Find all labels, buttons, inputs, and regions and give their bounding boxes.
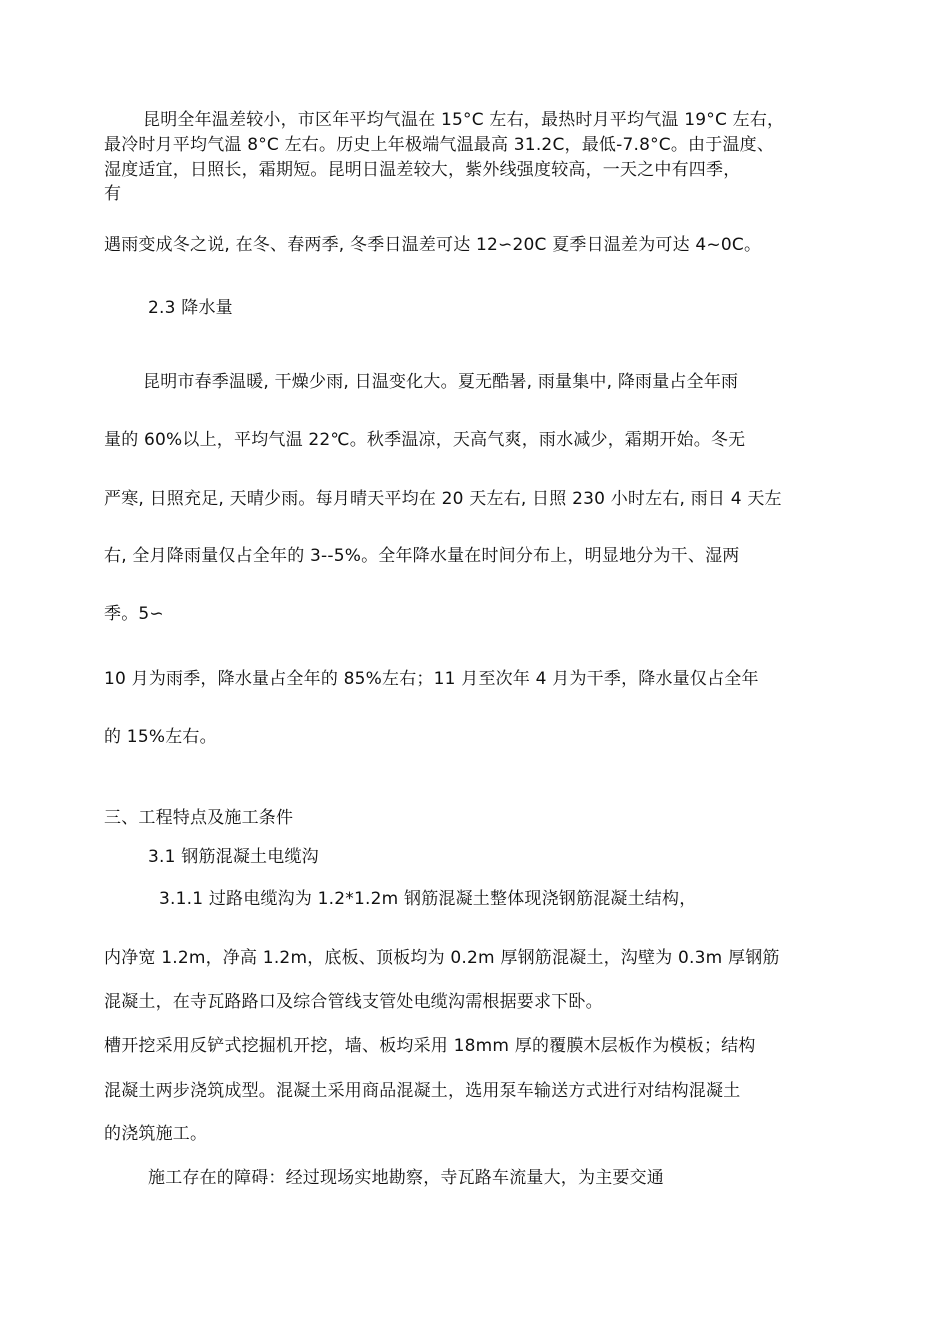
section-3-heading: 三、工程特点及施工条件	[104, 808, 294, 828]
rain-line-5: 季。5∽	[104, 604, 164, 624]
climate-line-3: 湿度适宜，日照长，霜期短。昆明日温差较大，紫外线强度较高，一天之中有四季，	[104, 160, 741, 180]
rain-line-2: 量的 60%以上，平均气温 22℃。秋季温凉，天高气爽，雨水减少，霜期开始。冬无	[104, 430, 746, 450]
section-2-3-heading: 2.3 降水量	[148, 298, 233, 318]
cable-line-4: 混凝土两步浇筑成型。混凝土采用商品混凝土，选用泵车输送方式进行对结构混凝土	[104, 1081, 741, 1101]
climate-line-4: 有	[104, 184, 122, 204]
cable-line-1: 内净宽 1.2m，净高 1.2m，底板、顶板均为 0.2m 厚钢筋混凝土，沟壁为 0.3m 厚钢筋	[104, 948, 780, 968]
section-3-1-1-line: 3.1.1 过路电缆沟为 1.2*1.2m 钢筋混凝土整体现浇钢筋混凝土结构，	[159, 889, 697, 909]
rain-line-4: 右, 全月降雨量仅占全年的 3--5%。全年降水量在时间分布上，明显地分为干、湿两	[104, 546, 740, 566]
rain-cont-line-2: 的 15%左右。	[104, 727, 217, 747]
climate-line-1: 昆明全年温差较小，市区年平均气温在 15°C 左右，最热时月平均气温 19°C 左右，	[143, 110, 785, 130]
rain-line-3: 严寒, 日照充足, 天晴少雨。每月晴天平均在 20 天左右, 日照 230 小时左右, 雨日 4 天左	[104, 489, 782, 509]
cable-line-2: 混凝土，在寺瓦路路口及综合管线支管处电缆沟需根据要求下卧。	[104, 992, 603, 1012]
climate-line-continued: 遇雨变成冬之说, 在冬、春两季, 冬季日温差可达 12∽20C 夏季日温差为可达 4~0C。	[104, 235, 762, 255]
climate-line-2: 最冷时月平均气温 8°C 左右。历史上年极端气温最高 31.2C，最低-7.8°C。由于温度、	[104, 135, 775, 155]
section-3-1-heading: 3.1 钢筋混凝土电缆沟	[148, 847, 319, 867]
cable-line-5: 的浇筑施工。	[104, 1124, 208, 1144]
cable-line-3: 槽开挖采用反铲式挖掘机开挖，墙、板均采用 18mm 厚的覆膜木层板作为模板；结构	[104, 1036, 756, 1056]
rain-cont-line-1: 10 月为雨季，降水量占全年的 85%左右；11 月至次年 4 月为干季，降水量仅占全年	[104, 669, 759, 689]
rain-line-1: 昆明市春季温暖, 干燥少雨, 日温变化大。夏无酷暑, 雨量集中, 降雨量占全年雨	[143, 372, 739, 392]
obstacle-line: 施工存在的障碍：经过现场实地勘察，寺瓦路车流量大，为主要交通	[148, 1168, 664, 1188]
